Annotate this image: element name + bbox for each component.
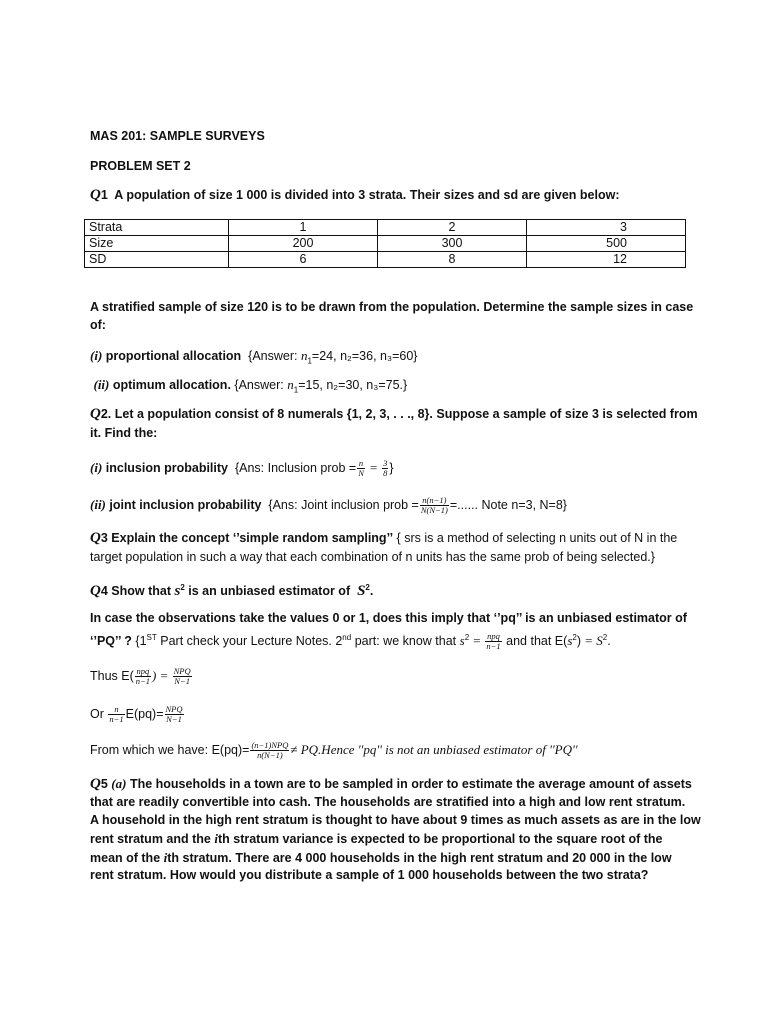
- strata-table: [84, 219, 686, 268]
- fraction-joint-prob: $\frac{n(n-1)}{N(N-1)}$: [420, 495, 448, 515]
- fraction-3-over-8: $\frac{3}{8}$: [383, 458, 388, 478]
- table-row: SD 6 8 12: [85, 252, 686, 268]
- q2-part-i: (i) inclusion probability {Ans: Inclusion prob = $\frac{n}{N}$ = $\frac{3}{8}$ }: [90, 458, 394, 478]
- q1-statement-line1: A stratified sample of size 120 is to be drawn from the population. Determine the sample sizes in case: [90, 300, 694, 314]
- q1-label: Q: [90, 187, 101, 203]
- problem-set-title: PROBLEM SET 2: [90, 159, 191, 173]
- q5-line1: Q5 (a) The households in a town are to be sampled in order to estimate the average amount of assets: [90, 776, 692, 792]
- q4-line2: ‘’PQ’’ ? {1ST Part check your Lecture Notes. 2nd part: we know that $s^2$ = $\frac{\text{npq}}{n-1}$ and that $E(s^2) = S^2$.: [90, 631, 611, 652]
- course-title: MAS 201: SAMPLE SURVEYS: [90, 129, 265, 143]
- table-row: Size 200 300 500: [85, 236, 686, 252]
- q4-thus: Thus E( $\frac{\text{npq}}{n-1}$ ) = $\frac{\text{NPQ}}{N-1}$: [90, 666, 191, 686]
- q5-line3: A household in the high rent stratum is thought to have about 9 times as much assets as are in the low: [90, 813, 701, 827]
- q1-statement-line2: of:: [90, 318, 106, 332]
- q4-or: Or $\frac{n}{n-1}$ E(pq)= $\frac{\text{NPQ}}{N-1}$: [90, 704, 183, 724]
- q2-line2: it. Find the:: [90, 426, 158, 440]
- q1-text: A population of size 1 000 is divided into 3 strata. Their sizes and sd are given below:: [114, 188, 620, 202]
- table-row: Strata 1 2 3: [85, 220, 686, 236]
- q5-line4: rent stratum and the ith stratum variance is expected to be proportional to the square root of the: [90, 831, 663, 846]
- q5-line2: that are readily convertible into cash. The households are stratified into a high and low rent stratum.: [90, 795, 686, 809]
- q5-line6: rent stratum. How would you distribute a sample of 1 000 households between the two strata?: [90, 868, 649, 882]
- q1-part-ii: (ii) optimum allocation. {Answer: $n_1=15$, n₂=30, n₃=75.}: [93, 377, 408, 395]
- q3-line2: target population in such a way that each combination of n units has the same prob of being selected.}: [90, 550, 655, 564]
- q3-line1: Q3 Explain the concept ‘’simple random sampling’’ { srs is a method of selecting n units out of N in the: [90, 530, 678, 546]
- q1-heading: Q1 A population of size 1 000 is divided into 3 strata. Their sizes and sd are given below:: [90, 187, 620, 203]
- fraction-npq-over-n-1: $\frac{\text{npq}}{n-1}$: [486, 631, 501, 652]
- q5-line5: mean of the ith stratum. There are 4 000 households in the high rent stratum and 20 000 in the low: [90, 850, 672, 865]
- q2-part-ii: (ii) joint inclusion probability {Ans: Joint inclusion prob = $\frac{n(n-1)}{N(N-1)}$ =...... Note n=3, N=8}: [90, 495, 567, 515]
- q4-conclusion: From which we have: E(pq)= $\frac{\text{(n−1)NPQ}}{n(N-1)}$ ≠ PQ.Hence ''pq'' is not an unbiased estimator of ''PQ'': [90, 740, 578, 760]
- q1-part-i: (i) proportional allocation {Answer: $n_1=24$, n₂=36, n₃=60}: [90, 348, 418, 366]
- q4-line1: In case the observations take the values 0 or 1, does this imply that ‘’pq’’ is an unbiased estimator of: [90, 611, 687, 625]
- q2-line1: Q2. Let a population consist of 8 numerals {1, 2, 3, . . ., 8}. Suppose a sample of size 3 is selected from: [90, 406, 698, 422]
- q4-heading: Q4 Show that $s^2$ is an unbiased estimator of $S^2$.: [90, 583, 374, 600]
- fraction-n-over-N: $\frac{n}{N}$: [358, 458, 364, 478]
